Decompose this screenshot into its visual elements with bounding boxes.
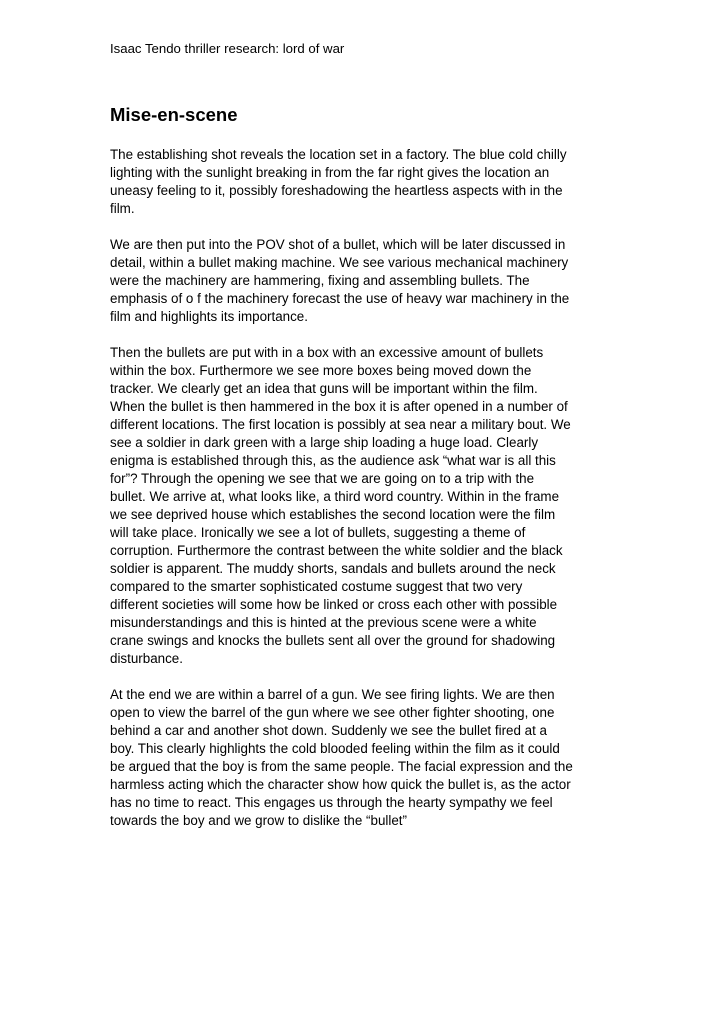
text-line: film. [110,201,135,216]
text-line: misunderstandings and this is hinted at the previous scene were a white [110,615,537,630]
text-line: compared to the smarter sophisticated costume suggest that two very [110,579,523,594]
text-line: behind a car and another shot down. Suddenly we see the bullet fired at a [110,723,547,738]
text-line: towards the boy and we grow to dislike the “bullet” [110,813,407,828]
text-line: We are then put into the POV shot of a bullet, which will be later discussed in [110,237,566,252]
text-line: bullet. We arrive at, what looks like, a third word country. Within in the frame [110,489,560,504]
text-line: we see deprived house which establishes the second location were the film [110,507,556,522]
text-line: be argued that the boy is from the same people. The facial expression and the [110,759,573,774]
document-body [110,146,620,848]
text-line: film and highlights its importance. [110,309,308,324]
text-line: lighting with the sunlight breaking in from the far right gives the location an [110,165,550,180]
text-line: detail, within a bullet making machine. We see various mechanical machinery [110,255,569,270]
text-line: The establishing shot reveals the location set in a factory. The blue cold chilly [110,147,567,162]
text-line: see a soldier in dark green with a large ship loading a huge load. Clearly [110,435,539,450]
text-line: uneasy feeling to it, possibly foreshadowing the heartless aspects with in the [110,183,563,198]
text-line: for”? Through the opening we see that we are going on to a trip with the [110,471,535,486]
text-line: When the bullet is then hammered in the box it is after opened in a number of [110,399,568,414]
text-line: different societies will some how be linked or cross each other with possible [110,597,558,612]
paragraph-3 [110,344,620,668]
text-line: soldier is apparent. The muddy shorts, sandals and bullets around the neck [110,561,556,576]
text-line: different locations. The first location is possibly at sea near a military bout. We [110,417,571,432]
text-line: boy. This clearly highlights the cold blooded feeling within the film as it could [110,741,560,756]
text-line: within the box. Furthermore we see more boxes being moved down the [110,363,532,378]
paragraph-4 [110,686,620,830]
text-line: corruption. Furthermore the contrast between the white soldier and the black [110,543,563,558]
text-line: open to view the barrel of the gun where we see other fighter shooting, one [110,705,555,720]
text-line: Then the bullets are put with in a box with an excessive amount of bullets [110,345,544,360]
text-line: disturbance. [110,651,183,666]
text-line: tracker. We clearly get an idea that guns will be important within the film. [110,381,538,396]
paragraph-1 [110,146,620,218]
text-line: emphasis of o f the machinery forecast the use of heavy war machinery in the [110,291,570,306]
text-line: were the machinery are hammering, fixing and assembling bullets. The [110,273,530,288]
section-title: Mise-en-scene [110,104,238,125]
text-line: will take place. Ironically we see a lot of bullets, suggesting a theme of [110,525,526,540]
text-line: enigma is established through this, as the audience ask “what war is all this [110,453,556,468]
text-line: crane swings and knocks the bullets sent all over the ground for shadowing [110,633,556,648]
text-line: has no time to react. This engages us through the hearty sympathy we feel [110,795,553,810]
text-line: harmless acting which the character show how quick the bullet is, as the actor [110,777,571,792]
text-line: At the end we are within a barrel of a gun. We see firing lights. We are then [110,687,555,702]
document-header: Isaac Tendo thriller research: lord of war [110,41,345,56]
paragraph-2 [110,236,620,326]
